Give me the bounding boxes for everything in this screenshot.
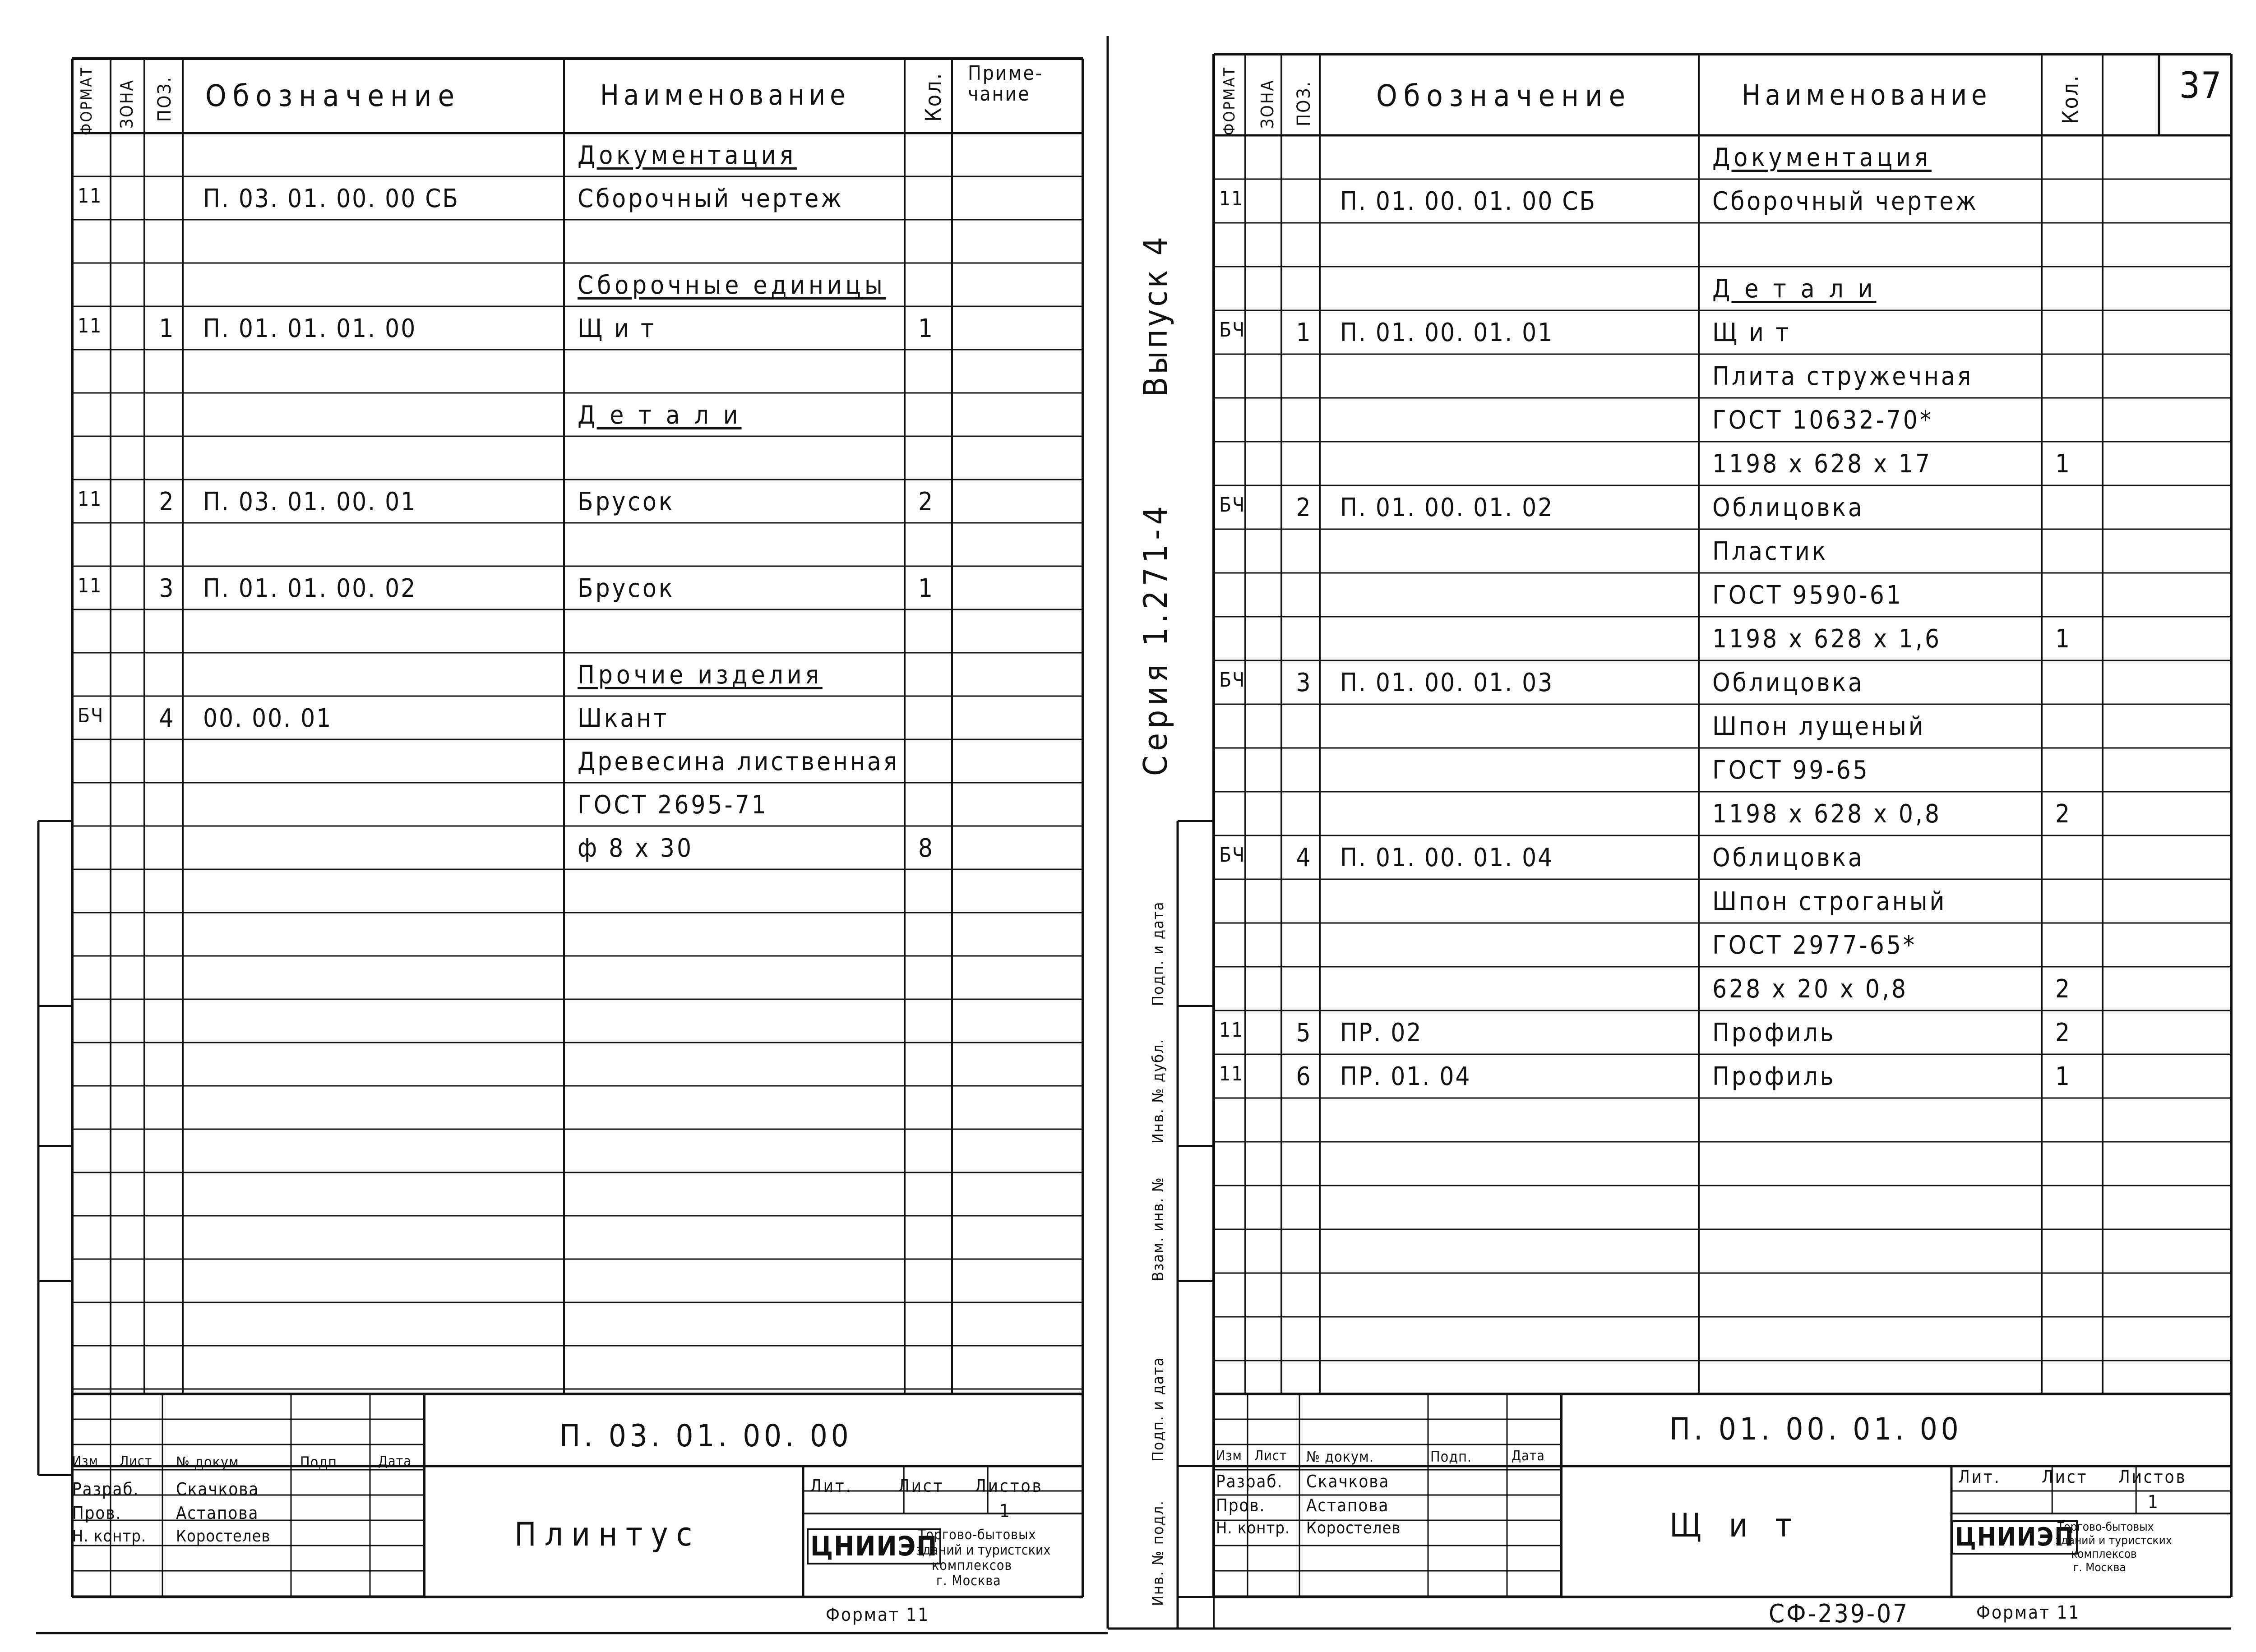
row-position: 5 bbox=[1296, 1018, 1313, 1047]
row-name: Документация bbox=[1712, 143, 1932, 172]
row-designation: П. 03. 01. 00. 01 bbox=[203, 487, 417, 517]
row-quantity: 2 bbox=[918, 487, 935, 517]
row-name: ф 8 х 30 bbox=[578, 834, 693, 863]
side-label-inv-podl: Инв. № подл. bbox=[1149, 1500, 1167, 1606]
row-quantity: 1 bbox=[918, 574, 935, 603]
row-name: Профиль bbox=[1712, 1018, 1836, 1047]
left-stamp-col-list: Лист bbox=[120, 1454, 153, 1469]
row-quantity: 2 bbox=[2055, 1018, 2072, 1047]
row-designation: П. 03. 01. 00. 00 СБ bbox=[203, 184, 459, 213]
left-org-line2: зданий и туристских bbox=[916, 1542, 1051, 1558]
row-position: 3 bbox=[1296, 668, 1313, 697]
left-stamp-list: Лист bbox=[898, 1476, 944, 1496]
row-format: 11 bbox=[78, 185, 102, 208]
row-quantity: 8 bbox=[918, 834, 935, 863]
right-page-number: 37 bbox=[2179, 65, 2223, 106]
row-name: Древесина лиственная bbox=[578, 747, 900, 776]
right-format-label: Формат 11 bbox=[1976, 1602, 2080, 1623]
row-name: ГОСТ 2977-65* bbox=[1712, 931, 1917, 960]
row-name: 1198 х 628 х 17 bbox=[1712, 449, 1932, 479]
right-stamp-col-podp: Подп. bbox=[1430, 1448, 1472, 1465]
left-org-line3: комплексов bbox=[932, 1558, 1012, 1574]
left-stamp-name-checker: Астапова bbox=[176, 1503, 259, 1523]
side-label-inv-dubl: Инв. № дубл. bbox=[1149, 1038, 1167, 1144]
row-position: 2 bbox=[1296, 493, 1313, 522]
row-quantity: 2 bbox=[2055, 974, 2072, 1004]
left-stamp-role-normcontrol: Н. контр. bbox=[72, 1527, 147, 1546]
row-name: Сборочные единицы bbox=[578, 271, 886, 300]
left-col-zone-header: ЗОНА bbox=[117, 79, 137, 129]
row-designation: П. 01. 00. 01. 03 bbox=[1340, 668, 1554, 697]
right-stamp-name-checker: Астапова bbox=[1306, 1495, 1389, 1515]
row-name: 1198 х 628 х 1,6 bbox=[1712, 624, 1942, 654]
row-quantity: 1 bbox=[2055, 624, 2072, 654]
right-sheet-code: СФ-239-07 bbox=[1769, 1599, 1909, 1629]
right-col-name-header: Наименование bbox=[1742, 78, 1992, 111]
right-col-qty-header: Кол. bbox=[2058, 74, 2083, 124]
left-stamp-role-developer: Разраб. bbox=[72, 1479, 139, 1499]
row-name: Шпон лущеный bbox=[1712, 712, 1926, 741]
row-format: 11 bbox=[1219, 187, 1244, 210]
left-stamp-name-normcontrol: Коростелев bbox=[176, 1527, 271, 1546]
row-quantity: 2 bbox=[2055, 799, 2072, 829]
right-stamp-listov: Листов bbox=[2118, 1467, 2187, 1487]
right-stamp-list: Лист bbox=[2042, 1467, 2088, 1487]
left-format-label: Формат 11 bbox=[826, 1605, 930, 1625]
right-org-line3: комплексов bbox=[2071, 1547, 2137, 1561]
left-stamp-title: Плинтус bbox=[514, 1515, 701, 1553]
row-name: Брусок bbox=[578, 574, 675, 603]
row-name: Облицовка bbox=[1712, 493, 1864, 522]
left-col-qty-header: Кол. bbox=[921, 72, 946, 122]
row-format: 11 bbox=[78, 314, 102, 337]
row-name: Документация bbox=[578, 141, 797, 170]
row-name: Шпон строганый bbox=[1712, 887, 1947, 916]
row-name: Профиль bbox=[1712, 1062, 1836, 1091]
right-stamp-col-izm: Изм bbox=[1216, 1448, 1242, 1464]
row-quantity: 1 bbox=[2055, 1062, 2072, 1091]
left-org-line1: Торгово-бытовых bbox=[918, 1527, 1036, 1543]
right-stamp-role-developer: Разраб. bbox=[1216, 1472, 1283, 1491]
right-stamp-name-developer: Скачкова bbox=[1306, 1472, 1390, 1491]
left-stamp-name-developer: Скачкова bbox=[176, 1479, 259, 1499]
row-name: Сборочный чертеж bbox=[1712, 187, 1979, 216]
row-position: 4 bbox=[159, 704, 176, 733]
left-stamp-listov: Листов bbox=[975, 1476, 1043, 1496]
side-label-podp-data-2: Подп. и дата bbox=[1149, 901, 1167, 1006]
row-designation: П. 01. 00. 01. 00 СБ bbox=[1340, 187, 1596, 216]
issue-label: Выпуск 4 bbox=[1137, 234, 1174, 397]
row-name: ГОСТ 9590-61 bbox=[1712, 581, 1903, 610]
left-org-line4: г. Москва bbox=[936, 1573, 1001, 1589]
right-stamp-col-ndoc: № докум. bbox=[1306, 1448, 1374, 1465]
row-format: БЧ bbox=[1219, 494, 1246, 517]
row-format: 11 bbox=[78, 574, 102, 597]
row-name: 628 х 20 х 0,8 bbox=[1712, 974, 1908, 1004]
row-position: 1 bbox=[159, 314, 176, 343]
left-stamp-col-izm: Изм bbox=[72, 1454, 98, 1469]
series-label: Серия 1.271-4 bbox=[1137, 502, 1174, 776]
row-designation: ПР. 01. 04 bbox=[1340, 1062, 1471, 1091]
left-col-pos-header: ПОЗ. bbox=[154, 76, 175, 122]
left-stamp-code: П. 03. 01. 00. 00 bbox=[559, 1418, 852, 1454]
row-designation: П. 01. 01. 01. 00 bbox=[203, 314, 417, 343]
left-stamp-col-podp: Подп. bbox=[300, 1454, 342, 1471]
right-stamp-code: П. 01. 00. 01. 00 bbox=[1669, 1412, 1962, 1447]
row-format: 11 bbox=[1219, 1062, 1244, 1085]
row-name: Сборочный чертеж bbox=[578, 184, 844, 213]
left-col-note-header: Приме- чание bbox=[968, 62, 1044, 106]
row-name: Пластик bbox=[1712, 537, 1828, 566]
side-label-podp-data-1: Подп. и дата bbox=[1149, 1357, 1167, 1462]
right-org-line2: зданий и туристских bbox=[2055, 1534, 2172, 1547]
right-stamp-listov-value: 1 bbox=[2148, 1492, 2160, 1513]
row-designation: П. 01. 00. 01. 01 bbox=[1340, 318, 1554, 347]
row-name: ГОСТ 99-65 bbox=[1712, 756, 1870, 785]
row-position: 4 bbox=[1296, 843, 1313, 872]
left-org-logo: ЦНИИЭП bbox=[807, 1528, 941, 1564]
row-format: 11 bbox=[1219, 1019, 1244, 1042]
row-designation: ПР. 02 bbox=[1340, 1018, 1423, 1047]
row-format: БЧ bbox=[78, 704, 104, 727]
left-col-format-header: ФОРМАТ bbox=[78, 66, 96, 135]
row-format: БЧ bbox=[1219, 318, 1246, 341]
right-org-line4: г. Москва bbox=[2073, 1561, 2126, 1574]
left-stamp-col-ndoc: № докум. bbox=[176, 1454, 244, 1471]
left-stamp-lit: Лит. bbox=[810, 1476, 853, 1496]
row-name: Шкант bbox=[578, 704, 669, 733]
row-designation: 00. 00. 01 bbox=[203, 704, 333, 733]
row-designation: П. 01. 00. 01. 04 bbox=[1340, 843, 1554, 872]
right-org-line1: Торгово-бытовых bbox=[2057, 1520, 2154, 1534]
right-col-pos-header: ПОЗ. bbox=[1294, 80, 1314, 126]
side-label-vzam-inv: Взам. инв. № bbox=[1149, 1177, 1167, 1281]
row-name: Щ и т bbox=[1712, 318, 1791, 347]
row-quantity: 1 bbox=[918, 314, 935, 343]
row-name: Д е т а л и bbox=[578, 401, 742, 430]
row-name: ГОСТ 2695-71 bbox=[578, 790, 768, 820]
row-position: 6 bbox=[1296, 1062, 1313, 1091]
left-stamp-role-checker: Пров. bbox=[72, 1503, 122, 1523]
row-name: Облицовка bbox=[1712, 843, 1864, 872]
row-name: Д е т а л и bbox=[1712, 274, 1877, 304]
left-stamp-col-data: Дата bbox=[378, 1454, 411, 1469]
row-name: Облицовка bbox=[1712, 668, 1864, 697]
right-stamp-role-normcontrol: Н. контр. bbox=[1216, 1519, 1290, 1537]
right-col-designation-header: Обозначение bbox=[1376, 78, 1632, 113]
row-designation: П. 01. 00. 01. 02 bbox=[1340, 493, 1554, 522]
row-name: Брусок bbox=[578, 487, 675, 517]
row-name: Прочие изделия bbox=[578, 660, 823, 690]
left-col-name-header: Наименование bbox=[600, 78, 850, 111]
right-stamp-role-checker: Пров. bbox=[1216, 1495, 1266, 1515]
left-stamp-listov-value: 1 bbox=[999, 1501, 1012, 1522]
row-format: 11 bbox=[78, 488, 102, 511]
row-format: БЧ bbox=[1219, 669, 1246, 692]
row-quantity: 1 bbox=[2055, 449, 2072, 479]
left-col-designation-header: Обозначение bbox=[205, 78, 461, 113]
row-position: 2 bbox=[159, 487, 176, 517]
row-name: Плита стружечная bbox=[1712, 362, 1974, 391]
right-col-format-header: ФОРМАТ bbox=[1220, 66, 1239, 135]
row-name: 1198 х 628 х 0,8 bbox=[1712, 799, 1942, 829]
row-name: Щ и т bbox=[578, 314, 656, 343]
right-col-zone-header: ЗОНА bbox=[1257, 79, 1277, 129]
row-format: БЧ bbox=[1219, 844, 1246, 867]
right-stamp-col-data: Дата bbox=[1512, 1448, 1545, 1464]
right-stamp-lit: Лит. bbox=[1958, 1467, 2001, 1487]
row-position: 1 bbox=[1296, 318, 1313, 347]
right-stamp-title: Щ и т bbox=[1669, 1506, 1801, 1544]
row-designation: П. 01. 01. 00. 02 bbox=[203, 574, 417, 603]
right-org-logo: ЦНИИЭП bbox=[1951, 1520, 2078, 1555]
right-stamp-col-list: Лист bbox=[1254, 1448, 1287, 1464]
row-position: 3 bbox=[159, 574, 176, 603]
right-stamp-name-normcontrol: Коростелев bbox=[1306, 1519, 1401, 1537]
row-name: ГОСТ 10632-70* bbox=[1712, 406, 1934, 435]
